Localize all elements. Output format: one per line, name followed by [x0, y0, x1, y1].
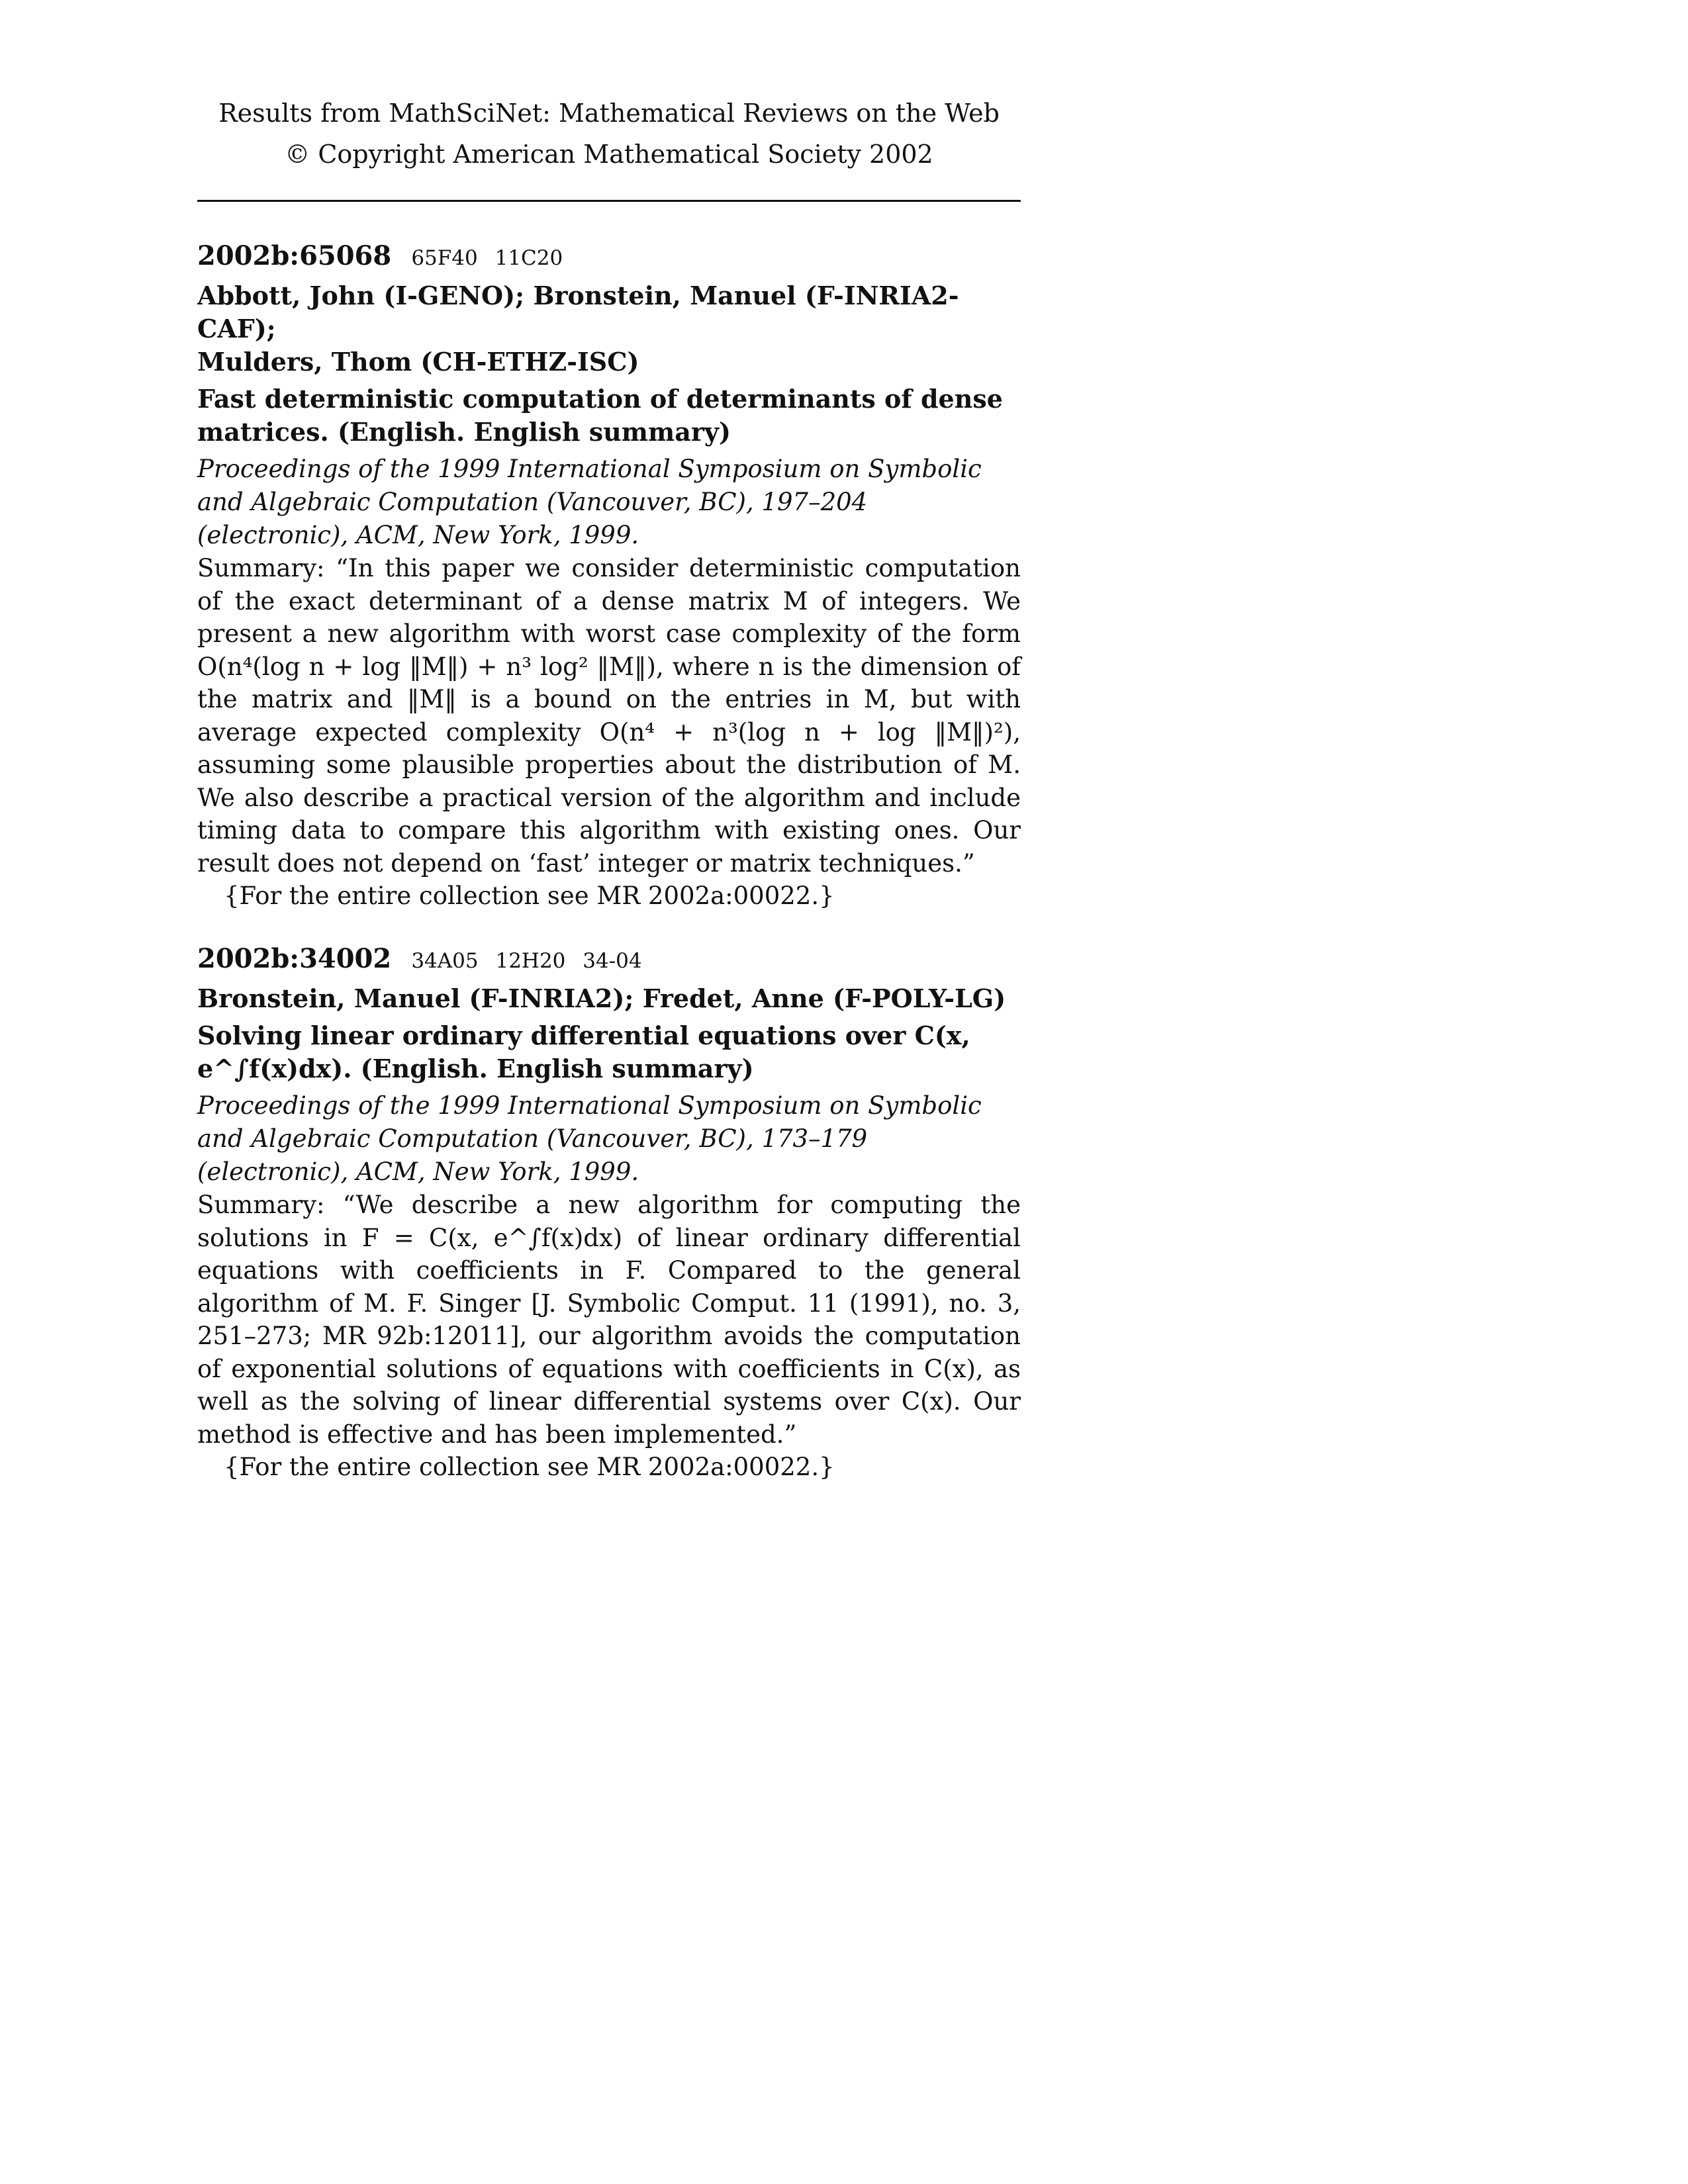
- header-line-2: © Copyright American Mathematical Society 2002: [285, 140, 933, 169]
- mr-number: 2002b:34002: [197, 943, 392, 974]
- document-page: [197, 93, 1021, 1513]
- mr-number: 2002b:65068: [197, 240, 392, 271]
- class-code: 65F40: [411, 246, 478, 270]
- review-id-line: [197, 239, 1021, 275]
- authors-line: Bronstein, Manuel (F-INRIA2); Fredet, Anne (F-POLY-LG): [197, 983, 1006, 1013]
- review-title: Solving linear ordinary differential equations over C(x, e^∫f(x)dx). (English. English summary): [197, 1021, 970, 1083]
- authors: [197, 279, 1021, 379]
- class-code: 34-04: [583, 949, 642, 973]
- page-header: [197, 93, 1021, 175]
- collection-reference: {For the entire collection see MR 2002a:00022.}: [224, 1453, 835, 1481]
- collection-reference: {For the entire collection see MR 2002a:00022.}: [224, 882, 835, 910]
- summary-text: Summary: “We describe a new algorithm for computing the solutions in F = C(x, e^∫f(x)dx) of linear ordinary differential equations with coefficients in F. Compared to the general algorithm of M. F. Singer [J. Symbolic Comput. 11 (1991), no. 3, 251–273; MR 92b:12011], our algorithm avoids the computation of exponential solutions of equations with coefficients in C(x), as well as the solving of linear differential systems over C(x). Our method is effective and has been implemented.”: [197, 1191, 1021, 1449]
- class-codes: [411, 246, 573, 270]
- review-id-line: [197, 942, 1021, 978]
- review-title: Fast deterministic computation of determinants of dense matrices. (English. English summary): [197, 384, 1003, 447]
- authors: [197, 982, 1021, 1015]
- class-code: 34A05: [411, 949, 479, 973]
- authors-line: Abbott, John (I-GENO); Bronstein, Manuel (F-INRIA2-CAF);: [197, 281, 959, 343]
- class-code: 11C20: [494, 246, 563, 270]
- source-citation: Proceedings of the 1999 International Symposium on Symbolic and Algebraic Computation (Vancouver, BC), 197–204 (electronic), ACM, New York, 1999.: [197, 455, 982, 549]
- class-code: 12H20: [495, 949, 566, 973]
- review-entry-1: [197, 239, 1021, 913]
- header-line-1: Results from MathSciNet: Mathematical Reviews on the Web: [218, 99, 1000, 128]
- authors-line: Mulders, Thom (CH-ETHZ-ISC): [197, 347, 639, 377]
- review-entry-2: [197, 942, 1021, 1484]
- source-citation: Proceedings of the 1999 International Symposium on Symbolic and Algebraic Computation (Vancouver, BC), 173–179 (electronic), ACM, New York, 1999.: [197, 1091, 982, 1186]
- summary-text: Summary: “In this paper we consider deterministic computation of the exact determinant of a dense matrix M of integers. We present a new algorithm with worst case complexity of the form O(n⁴(log n + log ‖M‖) + n³ log² ‖M‖), where n is the dimension of the matrix and ‖M‖ is a bound on the entries in M, but with average expected complexity O(n⁴ + n³(log n + log ‖M‖)²), assuming some plausible properties about the distribution of M. We also describe a practical version of the algorithm and include timing data to compare this algorithm with existing ones. Our result does not depend on ‘fast’ integer or matrix techniques.”: [197, 554, 1021, 878]
- header-rule: [197, 200, 1021, 202]
- class-codes: [411, 949, 652, 973]
